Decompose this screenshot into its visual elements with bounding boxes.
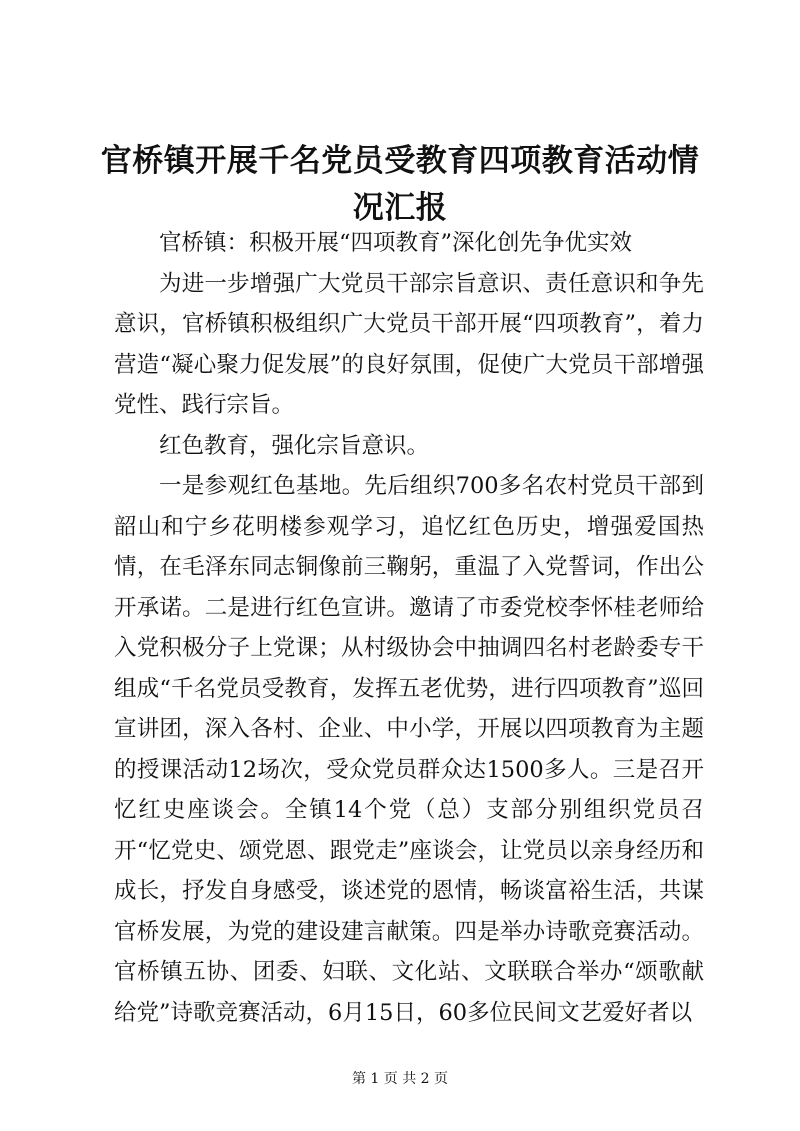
document-title: 官桥镇开展千名党员受教育四项教育活动情况汇报 — [100, 143, 700, 226]
document-body — [114, 223, 704, 1033]
body-paragraph: 为进一步增强广大党员干部宗旨意识、责任意识和争先意识，官桥镇积极组织广大党员干部开展“四项教育”，着力营造“凝心聚力促发展”的良好氛围，促使广大党员干部增强党性、践行宗旨。 — [114, 270, 704, 418]
body-paragraph: 红色教育，强化宗旨意识。 — [159, 432, 430, 459]
body-paragraph: 官桥镇：积极开展“四项教育”深化创先争优实效 — [159, 230, 633, 256]
body-paragraph: 一是参观红色基地。先后组织700多名农村党员干部到韶山和宁乡花明楼参观学习，追忆红色历史，增强爱国热情，在毛泽东同志铜像前三鞠躬，重温了入党誓词，作出公开承诺。二是进行红色宣讲。邀请了市委党校李怀桂老师给入党积极分子上党课；从村级协会中抽调四名村老龄委专干组成“千名党员受教育，发挥五老优势，进行四项教育”巡回宣讲团，深入各村、企业、中小学，开展以四项教育为主题的授课活动12场次，受众党员群众达1500多人。三是召开忆红史座谈会。全镇14个党（总）支部分别组织党员召开“忆党史、颂党恩、跟党走”座谈会，让党员以亲身经历和成长，抒发自身感受，谈述党的恩情，畅谈富裕生活，共谋官桥发展，为党的建设建言献策。四是举办诗歌竞赛活动。官桥镇五协、团委、妇联、文化站、文联联合举办“颂歌献给党”诗歌竞赛活动，6月15日，60多位民间文艺爱好者以 — [114, 473, 704, 1026]
page-footer: 第 1 页 共 2 页 — [351, 1071, 449, 1087]
